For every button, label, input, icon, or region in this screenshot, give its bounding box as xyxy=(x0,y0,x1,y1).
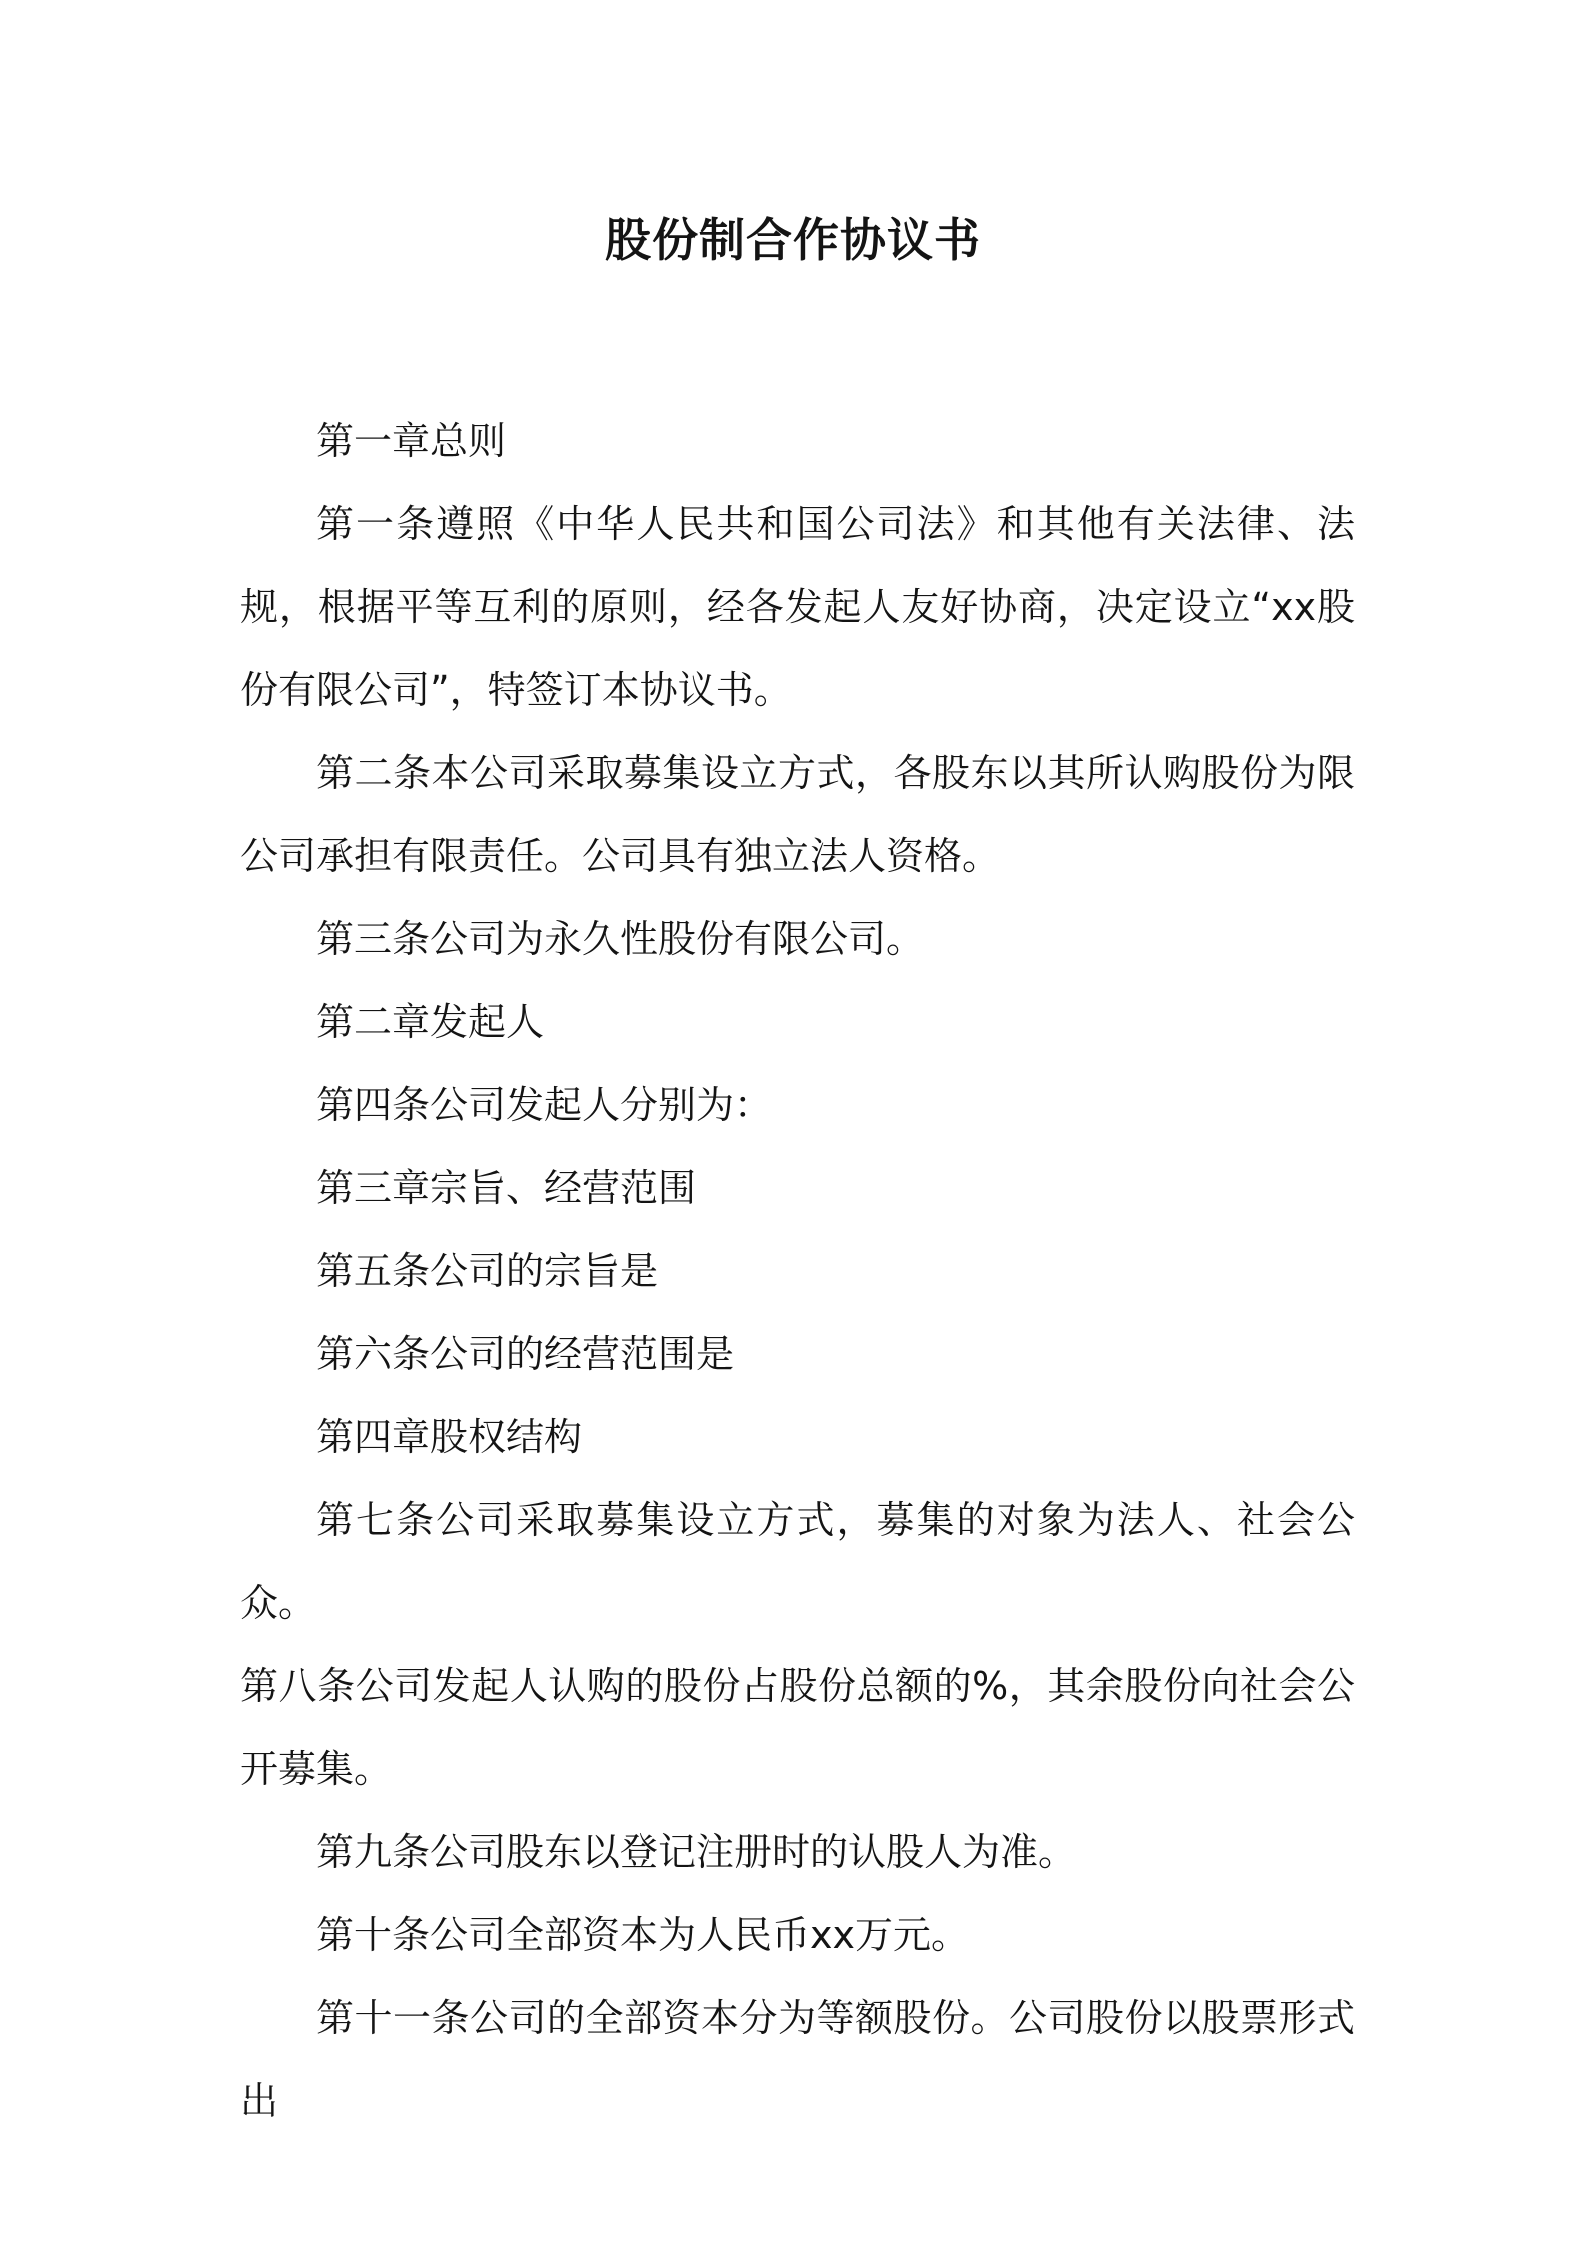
document-title: 股份制合作协议书 xyxy=(605,213,981,267)
article-paragraph: 第十一条公司的全部资本分为等额股份。公司股份以股票形式出 xyxy=(240,1996,1355,2123)
article-paragraph: 第一条遵照《中华人民共和国公司法》和其他有关法律、法规，根据平等互利的原则，经各发起人友好协商，决定设立“xx股份有限公司”，特签订本协议书。 xyxy=(240,502,1355,712)
article-paragraph: 第三条公司为永久性股份有限公司。 xyxy=(316,917,925,961)
chapter-heading: 第四章股权结构 xyxy=(316,1415,583,1459)
article-paragraph: 第九条公司股东以登记注册时的认股人为准。 xyxy=(316,1830,1077,1874)
article-paragraph: 第七条公司采取募集设立方式，募集的对象为法人、社会公众。 xyxy=(240,1498,1355,1625)
article-paragraph: 第八条公司发起人认购的股份占股份总额的%，其余股份向社会公开募集。 xyxy=(240,1664,1355,1791)
chapter-heading: 第二章发起人 xyxy=(316,1000,545,1044)
article-paragraph: 第四条公司发起人分别为： xyxy=(316,1083,773,1127)
article-paragraph: 第六条公司的经营范围是 xyxy=(316,1332,735,1376)
chapter-heading: 第一章总则 xyxy=(316,419,507,463)
chapter-heading: 第三章宗旨、经营范围 xyxy=(316,1166,697,1210)
document-body xyxy=(240,400,1355,2143)
article-paragraph: 第十条公司全部资本为人民币xx万元。 xyxy=(316,1913,969,1957)
article-paragraph: 第二条本公司采取募集设立方式，各股东以其所认购股份为限公司承担有限责任。公司具有独立法人资格。 xyxy=(240,751,1355,878)
article-paragraph: 第五条公司的宗旨是 xyxy=(316,1249,659,1293)
